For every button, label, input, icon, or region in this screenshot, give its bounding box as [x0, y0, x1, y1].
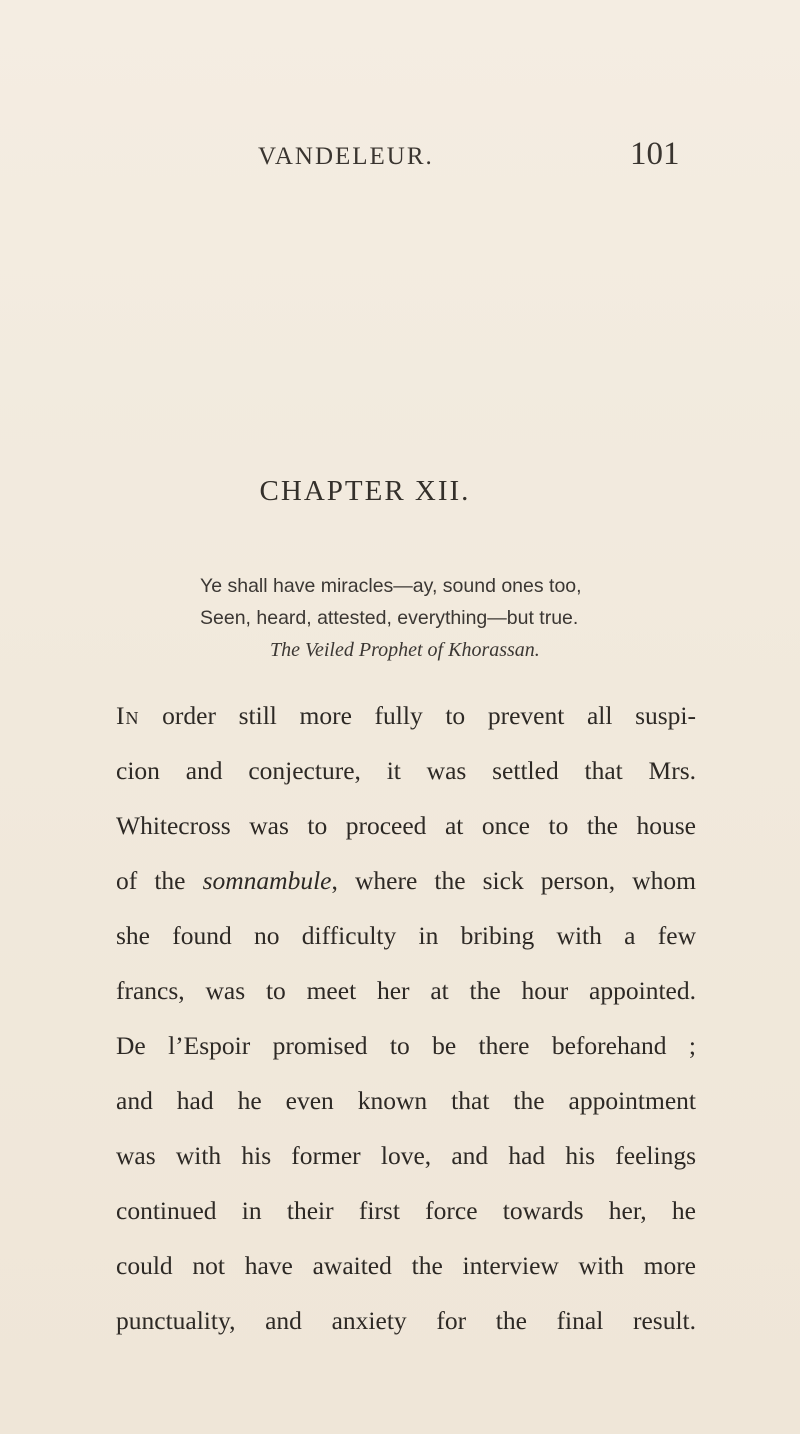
page-number: 101 — [630, 136, 680, 172]
body-paragraph — [116, 688, 696, 1348]
epigraph-line-2: Seen, heard, attested, everything—but true. — [200, 607, 579, 629]
body-line-5: she found no difficulty in bribing with a few — [116, 921, 696, 950]
body-line-8: and had he even known that the appointment — [116, 1086, 696, 1115]
body-line-4 — [116, 853, 696, 908]
body-line-6: francs, was to meet her at the hour appointed. — [116, 976, 696, 1005]
running-head: VANDELEUR. — [258, 143, 434, 170]
body-line-9: was with his former love, and had his feelings — [116, 1141, 696, 1170]
epigraph-source: The Veiled Prophet of Khorassan. — [270, 639, 540, 661]
epigraph — [200, 570, 582, 666]
body-line-4-pre: of the — [116, 866, 203, 895]
body-line-4-italic: somnambule — [202, 866, 332, 895]
body-line-12: punctuality, and anxiety for the final result. — [116, 1306, 696, 1335]
body-line-1 — [116, 688, 696, 743]
body-line-3: Whitecross was to proceed at once to the house — [116, 811, 696, 840]
body-line-1-lead: In — [116, 701, 140, 730]
body-line-2: cion and conjecture, it was settled that Mrs. — [116, 756, 696, 785]
body-line-10: continued in their first force towards her, he — [116, 1196, 696, 1225]
body-line-7: De l’Espoir promised to be there beforehand ; — [116, 1031, 696, 1060]
body-line-4-post: , where the sick person, whom — [331, 866, 696, 895]
epigraph-line-1: Ye shall have miracles—ay, sound ones too, — [200, 575, 582, 597]
body-line-1-rest: order still more fully to prevent all suspi- — [139, 701, 696, 730]
chapter-title: CHAPTER XII. — [259, 475, 471, 507]
body-line-11: could not have awaited the interview with more — [116, 1251, 696, 1280]
